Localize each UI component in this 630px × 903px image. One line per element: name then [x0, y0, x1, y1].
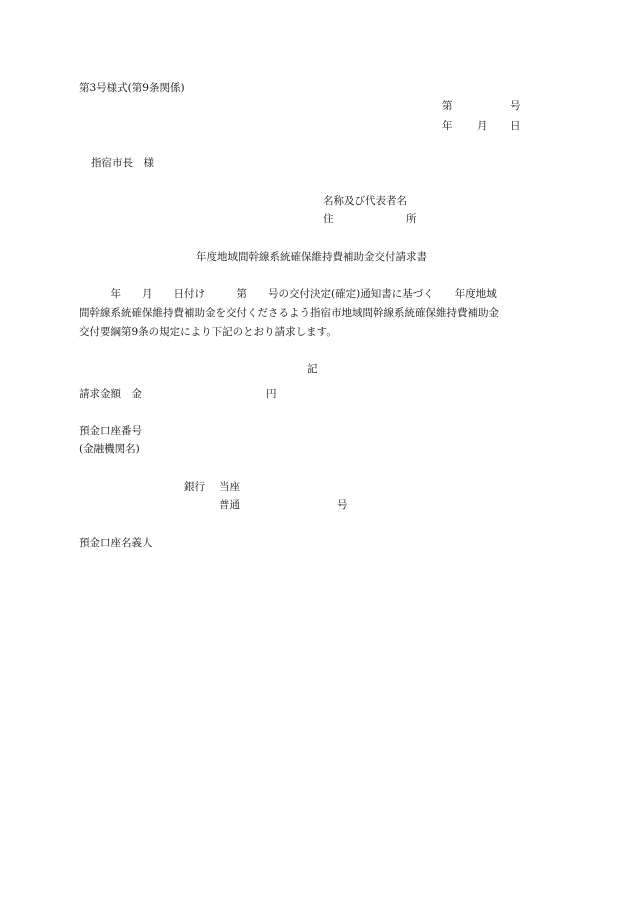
ki-heading: 記: [307, 363, 318, 375]
doc-date-month: 月: [477, 120, 488, 132]
applicant-address-label-2: 所: [406, 213, 417, 225]
doc-date-year: 年: [442, 120, 453, 132]
amount-label: 請求金額 金: [79, 388, 142, 400]
bank-name-label: (金融機関名): [79, 443, 140, 455]
body-line-2: 間幹線系統確保維持費補助金を交付くださるよう指宿市地域間幹線系統確保維持費補助金: [79, 307, 499, 319]
doc-number-go: 号: [510, 100, 521, 112]
addressee: 指宿市長 様: [91, 157, 154, 169]
body-line-3: 交付要綱第9条の規定により下記のとおり請求します。: [79, 326, 337, 338]
doc-date-day: 日: [510, 120, 521, 132]
account-holder-label: 預金口座名義人: [79, 537, 153, 549]
account-type-savings: 普通: [219, 499, 240, 511]
account-number-label: 預金口座番号: [79, 425, 142, 437]
form-number: 第3号様式(第9条関係): [79, 82, 185, 94]
amount-unit: 円: [266, 388, 277, 400]
account-number-unit: 号: [337, 499, 348, 511]
document-title: 年度地域間幹線系統確保維持費補助金交付請求書: [196, 251, 427, 263]
bank-label: 銀行: [184, 481, 205, 493]
applicant-address-label-1: 住: [323, 213, 334, 225]
body-line-1: 年 月 日付け 第 号の交付決定(確定)通知書に基づく 年度地域: [79, 288, 497, 300]
applicant-name-label: 名称及び代表者名: [323, 195, 407, 207]
account-type-current: 当座: [219, 481, 240, 493]
doc-number-dai: 第: [442, 100, 453, 112]
